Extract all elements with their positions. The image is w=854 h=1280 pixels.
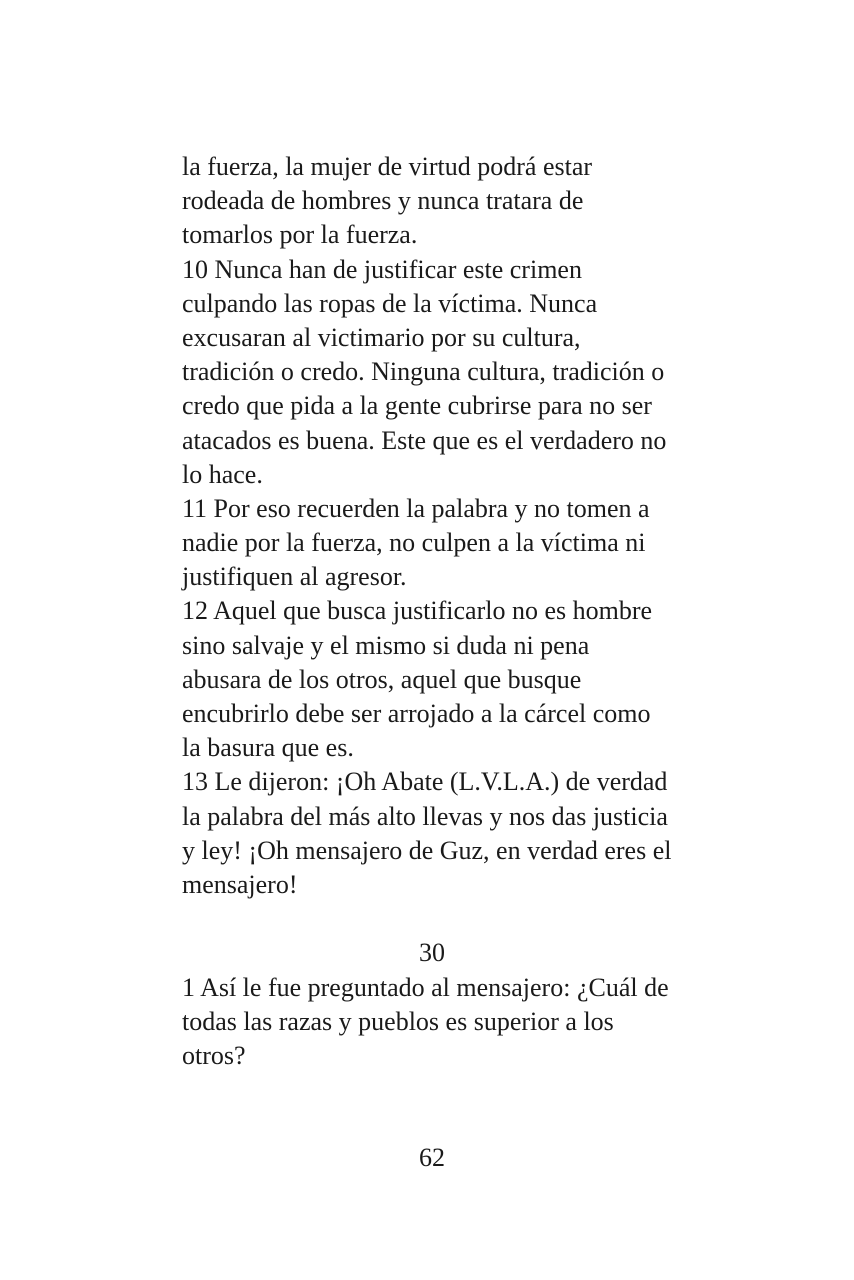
text-line: la fuerza, la mujer de virtud podrá estar (182, 152, 593, 181)
text-line: abusara de los otros, aquel que busque (182, 664, 582, 694)
text-line: atacados es buena. Este que es el verdadero no (182, 425, 667, 455)
text-line: rodeada de hombres y nunca tratara de (182, 186, 584, 216)
text-line: mensajero! (182, 869, 298, 899)
text-line: tomarlos por la fuerza. (182, 220, 418, 250)
text-line: excusaran al victimario por su cultura, (182, 322, 581, 352)
text-line: lo hace. (182, 459, 263, 489)
verses-before-heading (182, 150, 682, 902)
verse (182, 971, 682, 1074)
text-line: 10 Nunca han de justificar este crimen (182, 254, 582, 284)
text-line: la basura que es. (182, 733, 354, 763)
text-line: credo que pida a la gente cubrirse para no ser (182, 391, 652, 421)
text-line: tradición o credo. Ninguna cultura, tradición o (182, 357, 665, 387)
text-line: culpando las ropas de la víctima. Nunca (182, 288, 598, 318)
text-line: 1 Así le fue preguntado al mensajero: ¿Cuál de (182, 972, 669, 1002)
text-line: sino salvaje y el mismo si duda ni pena (182, 630, 590, 660)
page-number: 62 (419, 1143, 445, 1173)
text-line: justifiquen al agresor. (182, 562, 407, 592)
text-line: todas las razas y pueblos es superior a los (182, 1006, 614, 1036)
verse (182, 150, 682, 253)
text-line: otros? (182, 1040, 246, 1070)
text-line: encubrirlo debe ser arrojado a la cárcel como (182, 699, 651, 728)
chapter-heading: 30 (419, 938, 445, 968)
text-line: y ley! ¡Oh mensajero de Guz, en verdad eres el (182, 835, 672, 865)
text-column (182, 150, 682, 1176)
text-line: nadie por la fuerza, no culpen a la víctima ni (182, 528, 646, 558)
text-line: la palabra del más alto llevas y nos das justicia (182, 801, 668, 831)
text-line: 13 Le dijeron: ¡Oh Abate (L.V.L.A.) de verdad (182, 767, 668, 797)
verses-after-heading (182, 971, 682, 1074)
verse (182, 594, 682, 765)
verse (182, 492, 682, 595)
verse (182, 765, 682, 902)
text-line: 12 Aquel que busca justificarlo no es hombre (182, 596, 653, 626)
verse (182, 253, 682, 492)
text-line: 11 Por eso recuerden la palabra y no tomen a (182, 493, 650, 523)
